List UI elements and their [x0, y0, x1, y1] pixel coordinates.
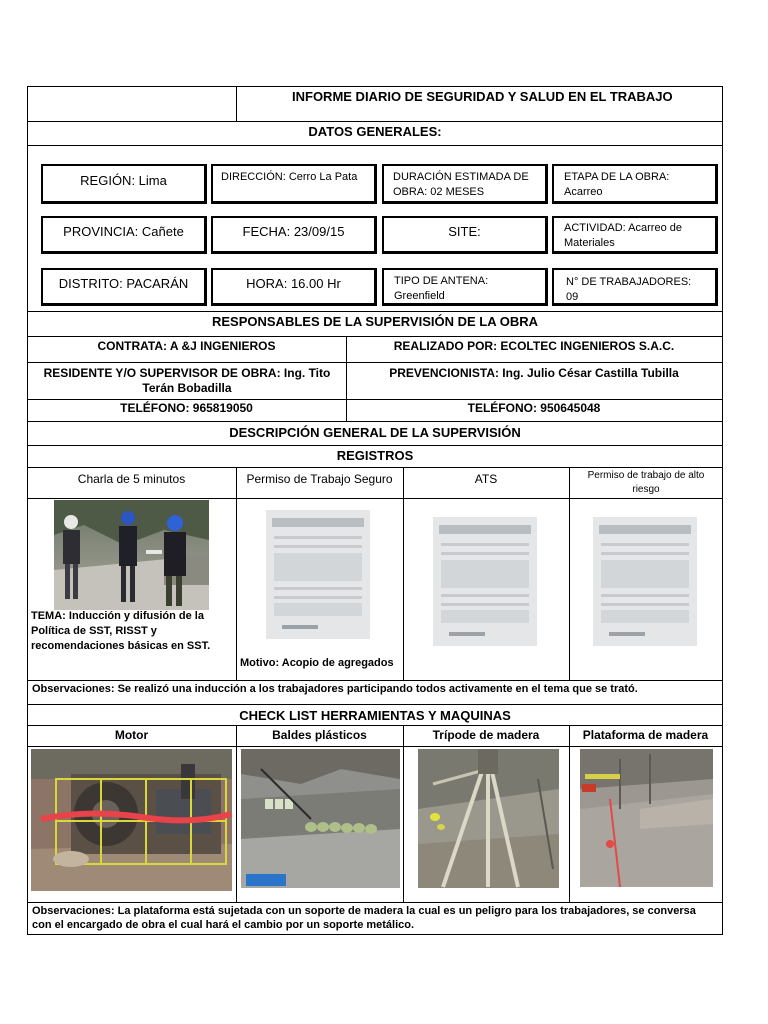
- rule: [27, 746, 723, 747]
- rule: [27, 336, 723, 337]
- rule: [27, 498, 723, 499]
- fecha-field: [211, 216, 377, 254]
- col-permiso-trabajo: Permiso de Trabajo Seguro: [246, 472, 393, 486]
- residente-label: RESIDENTE Y/O SUPERVISOR DE OBRA: Ing. Tito Terán Bobadilla: [43, 366, 331, 395]
- frame-bottom: [27, 934, 723, 935]
- hora-label: HORA: 16.00 Hr: [246, 276, 341, 291]
- rule: [236, 467, 237, 680]
- rule: [236, 86, 237, 121]
- etapa-label: ETAPA DE LA OBRA: Acarreo: [564, 171, 670, 198]
- trabajadores-field: [552, 268, 718, 306]
- fecha-label: FECHA: 23/09/15: [242, 224, 345, 239]
- observaciones-checklist-2: con el encargado de obra el cual hará el cambio por un soporte metálico.: [32, 919, 415, 931]
- descripcion-heading: DESCRIPCIÓN GENERAL DE LA SUPERVISIÓN: [229, 425, 521, 440]
- realizado-por-label: REALIZADO POR: ECOLTEC INGENIEROS S.A.C.: [393, 339, 675, 353]
- photo-ats-document: [433, 517, 537, 646]
- telefono-residente: TELÉFONO: 965819050: [120, 401, 253, 415]
- tema-text: TEMA: Inducción y difusión de la Política de SST, RISST y recomendaciones básicas en SST.: [31, 610, 211, 652]
- photo-tripode: [418, 749, 559, 888]
- telefono-prevencionista: TELÉFONO: 950645048: [467, 401, 601, 415]
- trabajadores-label: N° DE TRABAJADORES: 09: [566, 276, 692, 303]
- observaciones-registros: Observaciones: Se realizó una inducción a los trabajadores participando todos activamente en el tema que se trató.: [32, 683, 638, 695]
- rule: [27, 680, 723, 681]
- rule: [569, 725, 570, 902]
- rule: [27, 725, 723, 726]
- etapa-field: [552, 164, 718, 204]
- responsables-heading: RESPONSABLES DE LA SUPERVISIÓN DE LA OBRA: [211, 314, 538, 329]
- distrito-label: DISTRITO: PACARÁN: [58, 276, 189, 291]
- rule: [27, 902, 723, 903]
- rule: [403, 725, 404, 902]
- rule: [27, 121, 723, 122]
- site-field: [382, 216, 548, 254]
- col-tripode: Trípode de madera: [432, 728, 540, 742]
- contrata-label: CONTRATA: A &J INGENIEROS: [97, 339, 276, 353]
- hora-field: [211, 268, 377, 306]
- registros-heading: REGISTROS: [336, 448, 414, 463]
- checklist-heading: CHECK LIST HERRAMIENTAS Y MAQUINAS: [239, 708, 511, 723]
- observaciones-checklist-1: Observaciones: La plataforma está sujetada con un soporte de madera la cual es un peligro para los trabajadores, se conversa: [32, 905, 696, 917]
- photo-plataforma: [580, 749, 713, 887]
- rule: [403, 467, 404, 680]
- frame-left: [27, 86, 28, 935]
- col-ats: ATS: [474, 472, 498, 486]
- rule: [27, 399, 723, 400]
- region-label: REGIÓN: Lima: [80, 173, 167, 188]
- col-plataforma: Plataforma de madera: [582, 728, 709, 742]
- site-label: SITE:: [448, 224, 481, 239]
- region-field: [41, 164, 207, 204]
- rule: [27, 362, 723, 363]
- col-alto-riesgo: Permiso de trabajo de alto riesgo: [587, 470, 705, 495]
- photo-baldes: [241, 749, 400, 888]
- photo-alto-riesgo-document: [593, 517, 697, 646]
- rule: [27, 311, 723, 312]
- rule: [236, 725, 237, 902]
- col-charla: Charla de 5 minutos: [77, 472, 186, 486]
- motivo-text: Motivo: Acopio de agregados: [240, 657, 394, 669]
- provincia-field: [41, 216, 207, 254]
- report-title: INFORME DIARIO DE SEGURIDAD Y SALUD EN EL TRABAJO: [292, 89, 673, 104]
- duracion-field: [382, 164, 548, 204]
- provincia-label: PROVINCIA: Cañete: [63, 224, 184, 239]
- duracion-label: DURACIÓN ESTIMADA DE OBRA: 02 MESES: [393, 171, 529, 198]
- rule: [27, 467, 723, 468]
- photo-charla: [54, 500, 209, 610]
- actividad-field: [552, 216, 718, 254]
- tipo-antena-field: [382, 268, 548, 306]
- actividad-label: ACTIVIDAD: Acarreo de Materiales: [564, 222, 682, 249]
- rule: [569, 467, 570, 680]
- photo-motor: [31, 749, 232, 891]
- rule: [27, 445, 723, 446]
- tipo-antena-label: TIPO DE ANTENA: Greenfield: [394, 275, 489, 302]
- direccion-field: [211, 164, 377, 204]
- distrito-field: [41, 268, 207, 306]
- frame-top: [27, 86, 723, 87]
- frame-right: [722, 86, 723, 935]
- direccion-label: DIRECCIÓN: Cerro La Pata: [221, 171, 358, 183]
- col-motor: Motor: [114, 728, 149, 742]
- prevencionista-label: PREVENCIONISTA: Ing. Julio César Castilla Tubilla: [389, 366, 679, 380]
- rule: [27, 421, 723, 422]
- col-baldes: Baldes plásticos: [272, 728, 367, 742]
- photo-permiso-document: [266, 510, 370, 639]
- datos-generales-heading: DATOS GENERALES:: [308, 124, 442, 139]
- rule: [27, 704, 723, 705]
- rule: [27, 145, 723, 146]
